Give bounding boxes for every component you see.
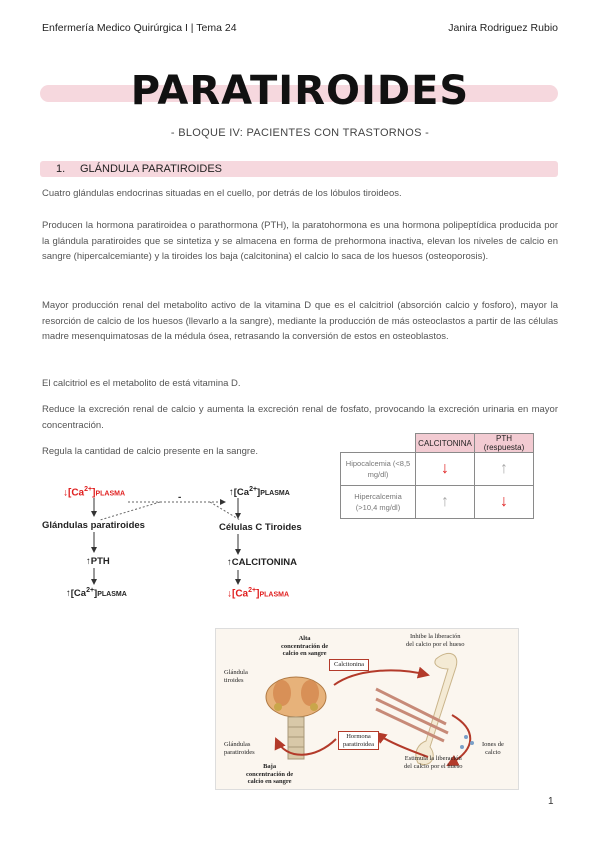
minus-sign: -	[178, 492, 182, 503]
page-title: PARATIROIDES	[130, 68, 470, 114]
arrow-up-icon: ↑	[416, 486, 475, 519]
paragraph-5: Reduce la excreción renal de calcio y aumenta la excreción renal de fosfato, provocando la excreción urinaria en mayor concentración.	[42, 404, 558, 431]
right-top-ca: $↑[Ca^{2+}]PLASMA$	[229, 486, 290, 499]
paragraph-3: Mayor producción renal del metabolito activo de la vitamina D que es el calcitriol (absorción calcio y fosforo), mayor la resorción de calcio de los huesos (llevarlo a la sangre), mediante la producción de más osteoclastos a partir de las células madre mesenquimatosas de la médula ósea, retrasando la conversión de estos en osteoblastos.	[42, 300, 558, 342]
section-title: GLÁNDULA PARATIROIDES	[80, 163, 223, 175]
header-right: Janira Rodriguez Rubio	[448, 22, 558, 34]
page-subtitle: - BLOQUE IV: PACIENTES CON TRASTORNOS -	[170, 127, 430, 139]
paragraph-2: Producen la hormona paratiroidea o parathormona (PTH), la paratohormona es una hormona polipeptídica producida por la glándula paratiroides que se sintetiza y se almacena en forma de prehormona inactiva, elevan los niveles de calcio en sangre (hipercalcemiante) y la tiroides los baja (calcitonina) el calcio lo saca de los huesos (osteoporosis).	[42, 220, 558, 262]
figure-label-inhibe: Inhibe la liberación del calcio por el hueso	[406, 633, 465, 648]
figure-label-baja: Baja concentración de calcio en sangre	[246, 763, 294, 785]
figure-label-iones: Iones de calcio	[482, 741, 504, 756]
arrow-down-icon: ↓	[475, 486, 534, 519]
calcitonina-label: ↑CALCITONINA	[227, 557, 298, 568]
paragraph-4: El calcitriol es el metabolito de está vitamina D.	[42, 378, 241, 389]
figure-label-alta: Alta concentración de calcio en sangre	[281, 635, 329, 657]
calcium-response-table	[340, 433, 534, 519]
row-label-hipercalcemia: Hipercalcemia (>10,4 mg/dl)	[341, 486, 416, 519]
left-bottom-ca: $↑[Ca^{2+}]PLASMA$	[66, 587, 127, 600]
table-header-pth: PTH (respuesta)	[475, 434, 534, 453]
left-top-ca: $↓[Ca^{2+}]PLASMA$	[63, 486, 126, 499]
figure-label-estimula: Estimula la liberación del calcio por el hueso	[404, 755, 463, 770]
calcium-physiology-figure	[215, 628, 519, 790]
page-number: 1	[548, 796, 554, 807]
paragraph-6: Regula la cantidad de calcio presente en la sangre.	[42, 446, 259, 457]
section-number: 1.	[56, 163, 66, 175]
paragraph-1: Cuatro glándulas endocrinas situadas en el cuello, por detrás de los lóbulos tiroideos.	[42, 188, 402, 199]
figure-label-tiroides: Glándula tiroides	[224, 669, 248, 684]
header-left: Enfermería Medico Quirúrgica I | Tema 24	[42, 22, 237, 34]
arrow-up-icon: ↑	[475, 453, 534, 486]
pth-label: ↑PTH	[86, 556, 110, 567]
table-row	[341, 486, 534, 519]
figure-label-paratiroides: Glándulas paratiroides	[224, 741, 255, 756]
figure-box-calcitonina: Calcitonina	[329, 659, 369, 671]
row-label-hipocalcemia: Hipocalcemia (<8,5 mg/dl)	[341, 453, 416, 486]
table-row	[341, 453, 534, 486]
arrow-down-icon: ↓	[416, 453, 475, 486]
right-gland-label: Células C Tiroides	[219, 522, 302, 533]
table-header-calcitonina: CALCITONINA	[416, 434, 475, 453]
left-gland-label: Glándulas paratiroides	[42, 520, 145, 531]
figure-box-hormona: Hormona paratiroidea	[338, 731, 379, 750]
right-bottom-ca: $↓[Ca^{2+}]PLASMA$	[227, 587, 290, 600]
diagram-arrows	[40, 480, 320, 610]
